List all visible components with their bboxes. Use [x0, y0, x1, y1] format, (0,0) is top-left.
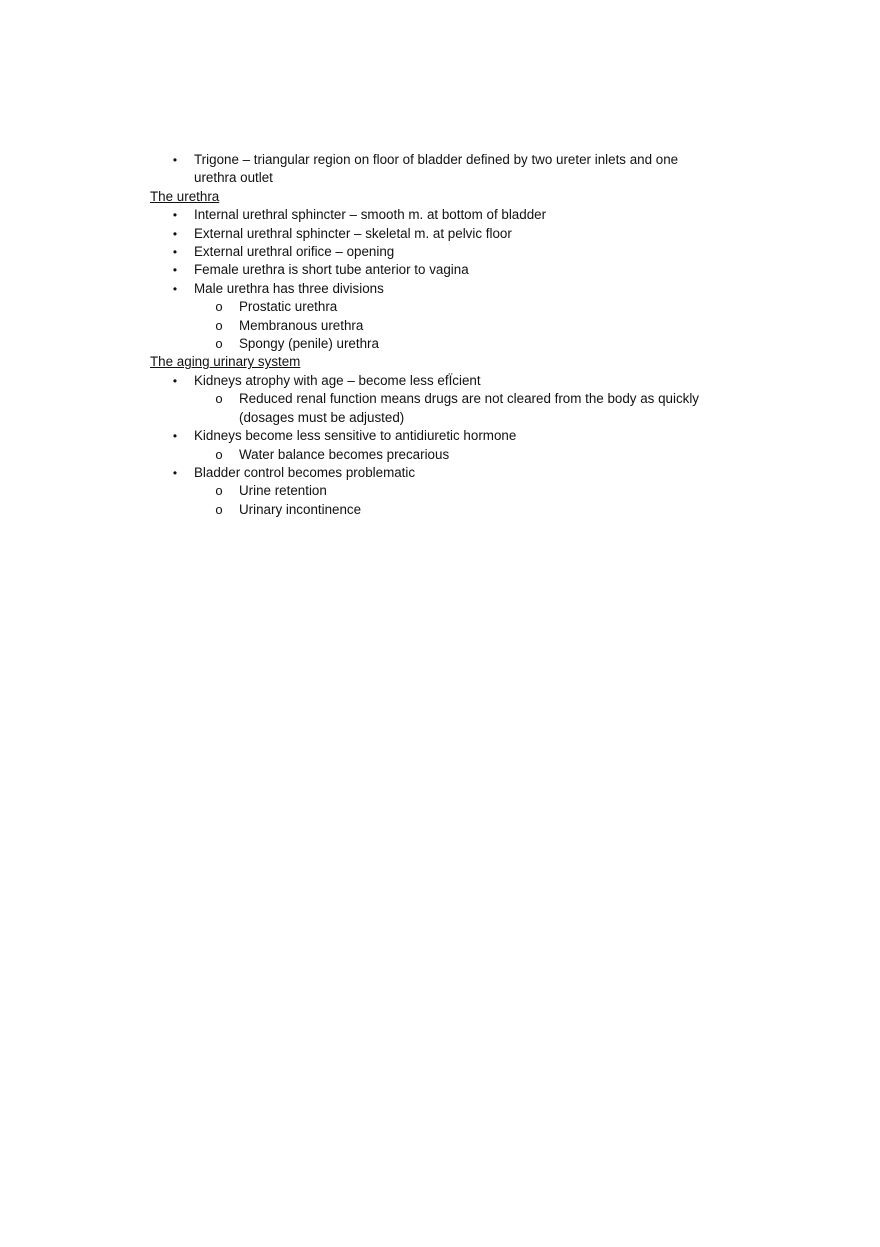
list-item-text: External urethral sphincter – skeletal m. at pelvic floor [194, 225, 512, 241]
list-item-text: Trigone – triangular region on floor of bladder defined by two ureter inlets and one urethra outlet [194, 152, 679, 186]
list-item [150, 261, 720, 279]
list-item [150, 243, 720, 261]
bullet-icon: • [172, 429, 178, 444]
sub-list-item [194, 317, 720, 335]
trigone-list [150, 151, 720, 188]
sub-list-item [194, 390, 720, 427]
list-item [150, 427, 720, 464]
list-item [150, 151, 720, 188]
sub-list-item [194, 446, 720, 464]
sub-bullet-icon: o [215, 446, 223, 462]
sub-bullet-icon: o [215, 483, 223, 499]
bullet-icon: • [172, 245, 178, 260]
list-item-text: Female urethra is short tube anterior to vagina [194, 262, 469, 278]
list-item [150, 464, 720, 519]
aging-sub-list-3 [194, 482, 720, 519]
section-heading-urethra: The urethra [150, 188, 220, 204]
list-item-text: Bladder control becomes problematic [194, 464, 416, 480]
male-urethra-divisions-list [194, 298, 720, 353]
aging-sub-list-1 [194, 390, 720, 427]
bullet-icon: • [172, 373, 178, 388]
sub-list-item [194, 482, 720, 500]
sub-bullet-icon: o [215, 299, 223, 315]
list-item-text: External urethral orifice – opening [194, 244, 395, 260]
urethra-list [150, 206, 720, 353]
list-item-text: Kidneys become less sensitive to antidiuretic hormone [194, 428, 517, 444]
document-content [150, 151, 720, 519]
list-item-text: Internal urethral sphincter – smooth m. at bottom of bladder [194, 207, 547, 223]
sub-bullet-icon: o [215, 317, 223, 333]
sub-list-item-text: Urinary incontinence [239, 501, 362, 517]
sub-list-item-text: Spongy (penile) urethra [239, 336, 379, 352]
section-heading-aging: The aging urinary system [150, 354, 301, 370]
sub-bullet-icon: o [215, 336, 223, 352]
sub-list-item-text: Membranous urethra [239, 317, 364, 333]
bullet-icon: • [172, 208, 178, 223]
sub-list-item [194, 298, 720, 316]
sub-list-item-text: Reduced renal function means drugs are not cleared from the body as quickly (dosages must be adjusted) [239, 391, 700, 425]
list-item [150, 225, 720, 243]
bullet-icon: • [172, 465, 178, 480]
bullet-icon: • [172, 153, 178, 167]
sub-list-item-text: Water balance becomes precarious [239, 446, 450, 462]
list-item-text: Kidneys atrophy with age – become less efÏcient [194, 372, 481, 388]
sub-list-item-text: Urine retention [239, 483, 327, 499]
sub-bullet-icon: o [215, 391, 223, 407]
sub-bullet-icon: o [215, 501, 223, 517]
list-item [150, 280, 720, 354]
sub-list-item-text: Prostatic urethra [239, 299, 338, 315]
bullet-icon: • [172, 281, 178, 296]
aging-sub-list-2 [194, 446, 720, 464]
bullet-icon: • [172, 226, 178, 241]
bullet-icon: • [172, 263, 178, 278]
list-item-text: Male urethra has three divisions [194, 280, 384, 296]
list-item [150, 206, 720, 224]
aging-list [150, 372, 720, 519]
sub-list-item [194, 335, 720, 353]
sub-list-item [194, 501, 720, 519]
list-item [150, 372, 720, 427]
